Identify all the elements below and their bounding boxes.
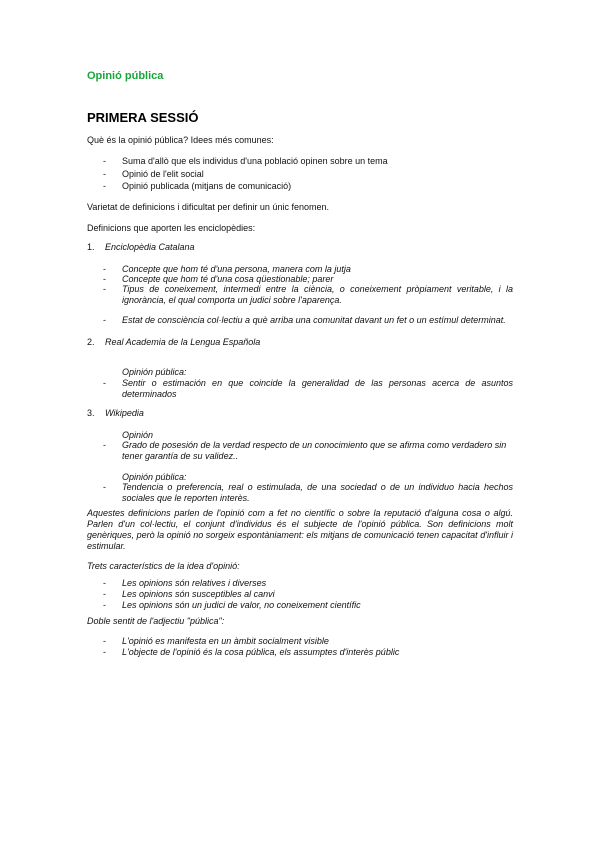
- bullet-dash: -: [103, 156, 106, 166]
- traits-heading: Trets característics de la idea d'opinió:: [87, 561, 240, 571]
- list-item: L'objecte de l'opinió és la cosa pública, els assumptes d'interès públic: [122, 647, 400, 657]
- list-item: Tendencia o preferencia, real o estimulada, de una sociedad o de un individuo hacia hechos sociales que le reporten interès.: [122, 482, 513, 503]
- list-item: Opinió de l'elit social: [122, 169, 204, 179]
- list-item: Les opinions són susceptibles al canvi: [122, 589, 275, 599]
- session-title: PRIMERA SESSIÓ: [87, 110, 199, 125]
- definitions-intro: Definicions que aporten les enciclopèdies:: [87, 223, 256, 233]
- enum-number: 3.: [87, 408, 95, 418]
- bullet-dash: -: [103, 482, 106, 492]
- enum-title: Wikipedia: [105, 408, 144, 418]
- list-item: Grado de posesión de la verdad respecto de un conocimiento que se afirma como verdadero sin tener garantía de su validez..: [122, 440, 507, 461]
- bullet-dash: -: [103, 589, 106, 599]
- bullet-dash: -: [103, 440, 106, 450]
- enum-title: Real Academia de la Lengua Española: [105, 337, 261, 347]
- question-line: Què és la opinió pública? Idees més comunes:: [87, 135, 274, 145]
- bullet-dash: -: [103, 647, 106, 657]
- bullet-dash: -: [103, 378, 106, 388]
- variety-paragraph: Varietat de definicions i dificultat per definir un únic fenomen.: [87, 202, 329, 212]
- list-item: Concepte que hom té d'una cosa qüestionable; parer: [122, 274, 334, 284]
- list-item: L'opinió es manifesta en un àmbit socialment visible: [122, 636, 329, 646]
- enum-title: Enciclopèdia Catalana: [105, 242, 195, 252]
- subheading: Opinión: [122, 430, 154, 440]
- bullet-dash: -: [103, 181, 106, 191]
- document-heading: Opinió pública: [87, 70, 164, 82]
- bullet-dash: -: [103, 274, 106, 284]
- bullet-dash: -: [103, 600, 106, 610]
- list-item: Suma d'allò que els individus d'una població opinen sobre un tema: [122, 156, 388, 166]
- bullet-dash: -: [103, 315, 106, 325]
- list-item: Tipus de coneixement, intermedi entre la ciència, o coneixement pròpiament veritable, i la ignorància, el qual comporta un judici sobre l'aparença.: [122, 284, 513, 305]
- subheading: Opinión pública:: [122, 367, 187, 377]
- list-item: Estat de consciència col·lectiu a què arriba una comunitat davant un fet o un estímul determinat.: [122, 315, 506, 325]
- list-item: Opinió publicada (mitjans de comunicació): [122, 181, 292, 191]
- summary-paragraph: Aquestes definicions parlen de l'opinió com a fet no científic o sobre la reputació d'alguna cosa o algú. Parlen d'un col·lectiu, el conjunt d'individus és el subjecte de l'opinió pública. Son definicions molt genèriques, però la opinió no sorgeix espontàniament: els mitjans de comunicació tenen capacitat d'influir i estimular.: [87, 508, 513, 551]
- bullet-dash: -: [103, 636, 106, 646]
- bullet-dash: -: [103, 578, 106, 588]
- enum-number: 2.: [87, 337, 95, 347]
- double-sense-heading: Doble sentit de l'adjectiu "pública":: [87, 616, 225, 626]
- bullet-dash: -: [103, 264, 106, 274]
- bullet-dash: -: [103, 169, 106, 179]
- bullet-dash: -: [103, 284, 106, 294]
- list-item: Les opinions són relatives i diverses: [122, 578, 267, 588]
- list-item: Concepte que hom té d'una persona, manera com la jutja: [122, 264, 351, 274]
- list-item: Sentir o estimación en que coincide la generalidad de las personas acerca de asuntos determinados: [122, 378, 513, 399]
- subheading: Opinión pública:: [122, 472, 187, 482]
- list-item: Les opinions són un judici de valor, no coneixement científic: [122, 600, 361, 610]
- enum-number: 1.: [87, 242, 95, 252]
